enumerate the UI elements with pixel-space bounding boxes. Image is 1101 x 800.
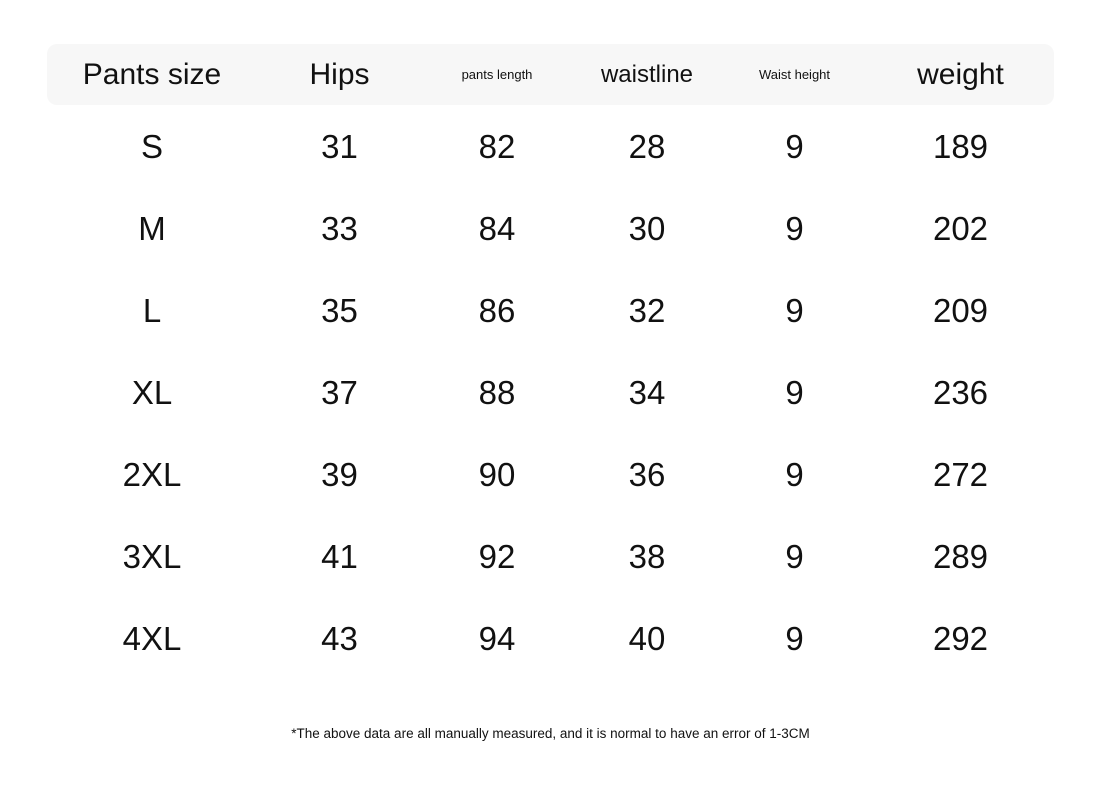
- cell-waistline: 38: [628, 537, 666, 575]
- cell-waist-height: 9: [785, 455, 804, 493]
- table-row: [47, 105, 1054, 187]
- cell-pants-length: 94: [478, 619, 516, 657]
- cell-weight: 272: [932, 455, 989, 493]
- cell-pants-length: 84: [478, 209, 516, 247]
- table-row: [47, 515, 1054, 597]
- cell-pants-length: 90: [478, 455, 516, 493]
- cell-pants-length: 92: [478, 537, 516, 575]
- cell-hips: 41: [321, 537, 358, 575]
- table-row: [47, 269, 1054, 351]
- cell-size: 2XL: [122, 455, 182, 493]
- cell-weight: 202: [932, 209, 989, 247]
- cell-weight: 236: [932, 373, 989, 411]
- cell-weight: 209: [932, 291, 989, 329]
- cell-pants-length: 88: [478, 373, 516, 411]
- column-header-pants-size: Pants size: [47, 44, 257, 105]
- measurement-disclaimer: *The above data are all manually measured, and it is normal to have an error of 1-3CM: [291, 726, 810, 741]
- cell-waistline: 32: [628, 291, 666, 329]
- cell-hips: 35: [321, 291, 358, 329]
- cell-weight: 289: [932, 537, 989, 575]
- cell-size: M: [138, 209, 166, 247]
- table-row: [47, 187, 1054, 269]
- cell-waist-height: 9: [785, 291, 804, 329]
- cell-waistline: 28: [628, 127, 666, 165]
- table-body: [47, 105, 1054, 679]
- table-row: [47, 433, 1054, 515]
- cell-hips: 37: [321, 373, 358, 411]
- cell-size: S: [140, 127, 163, 165]
- cell-size: 4XL: [122, 619, 182, 657]
- cell-size: 3XL: [122, 537, 182, 575]
- table-header-row: [47, 44, 1054, 105]
- cell-size: XL: [131, 373, 173, 411]
- cell-waist-height: 9: [785, 537, 804, 575]
- cell-waistline: 36: [628, 455, 666, 493]
- column-header-waist-height: Waist height: [722, 44, 867, 105]
- table-row: [47, 597, 1054, 679]
- cell-waist-height: 9: [785, 373, 804, 411]
- cell-weight: 292: [932, 619, 989, 657]
- column-header-weight: weight: [867, 44, 1054, 105]
- column-header-pants-length: pants length: [422, 44, 572, 105]
- cell-waistline: 34: [628, 373, 666, 411]
- table-row: [47, 351, 1054, 433]
- cell-waistline: 40: [628, 619, 666, 657]
- cell-hips: 43: [321, 619, 358, 657]
- cell-waist-height: 9: [785, 127, 804, 165]
- column-header-hips: Hips: [257, 44, 422, 105]
- cell-weight: 189: [932, 127, 989, 165]
- table-header: [47, 44, 1054, 105]
- cell-size: L: [142, 291, 162, 329]
- cell-hips: 33: [321, 209, 358, 247]
- cell-waist-height: 9: [785, 619, 804, 657]
- column-header-waistline: waistline: [572, 44, 722, 105]
- cell-pants-length: 86: [478, 291, 516, 329]
- cell-hips: 39: [321, 455, 358, 493]
- size-chart-table: [47, 44, 1054, 679]
- cell-waist-height: 9: [785, 209, 804, 247]
- cell-pants-length: 82: [478, 127, 516, 165]
- cell-waistline: 30: [628, 209, 666, 247]
- cell-hips: 31: [321, 127, 358, 165]
